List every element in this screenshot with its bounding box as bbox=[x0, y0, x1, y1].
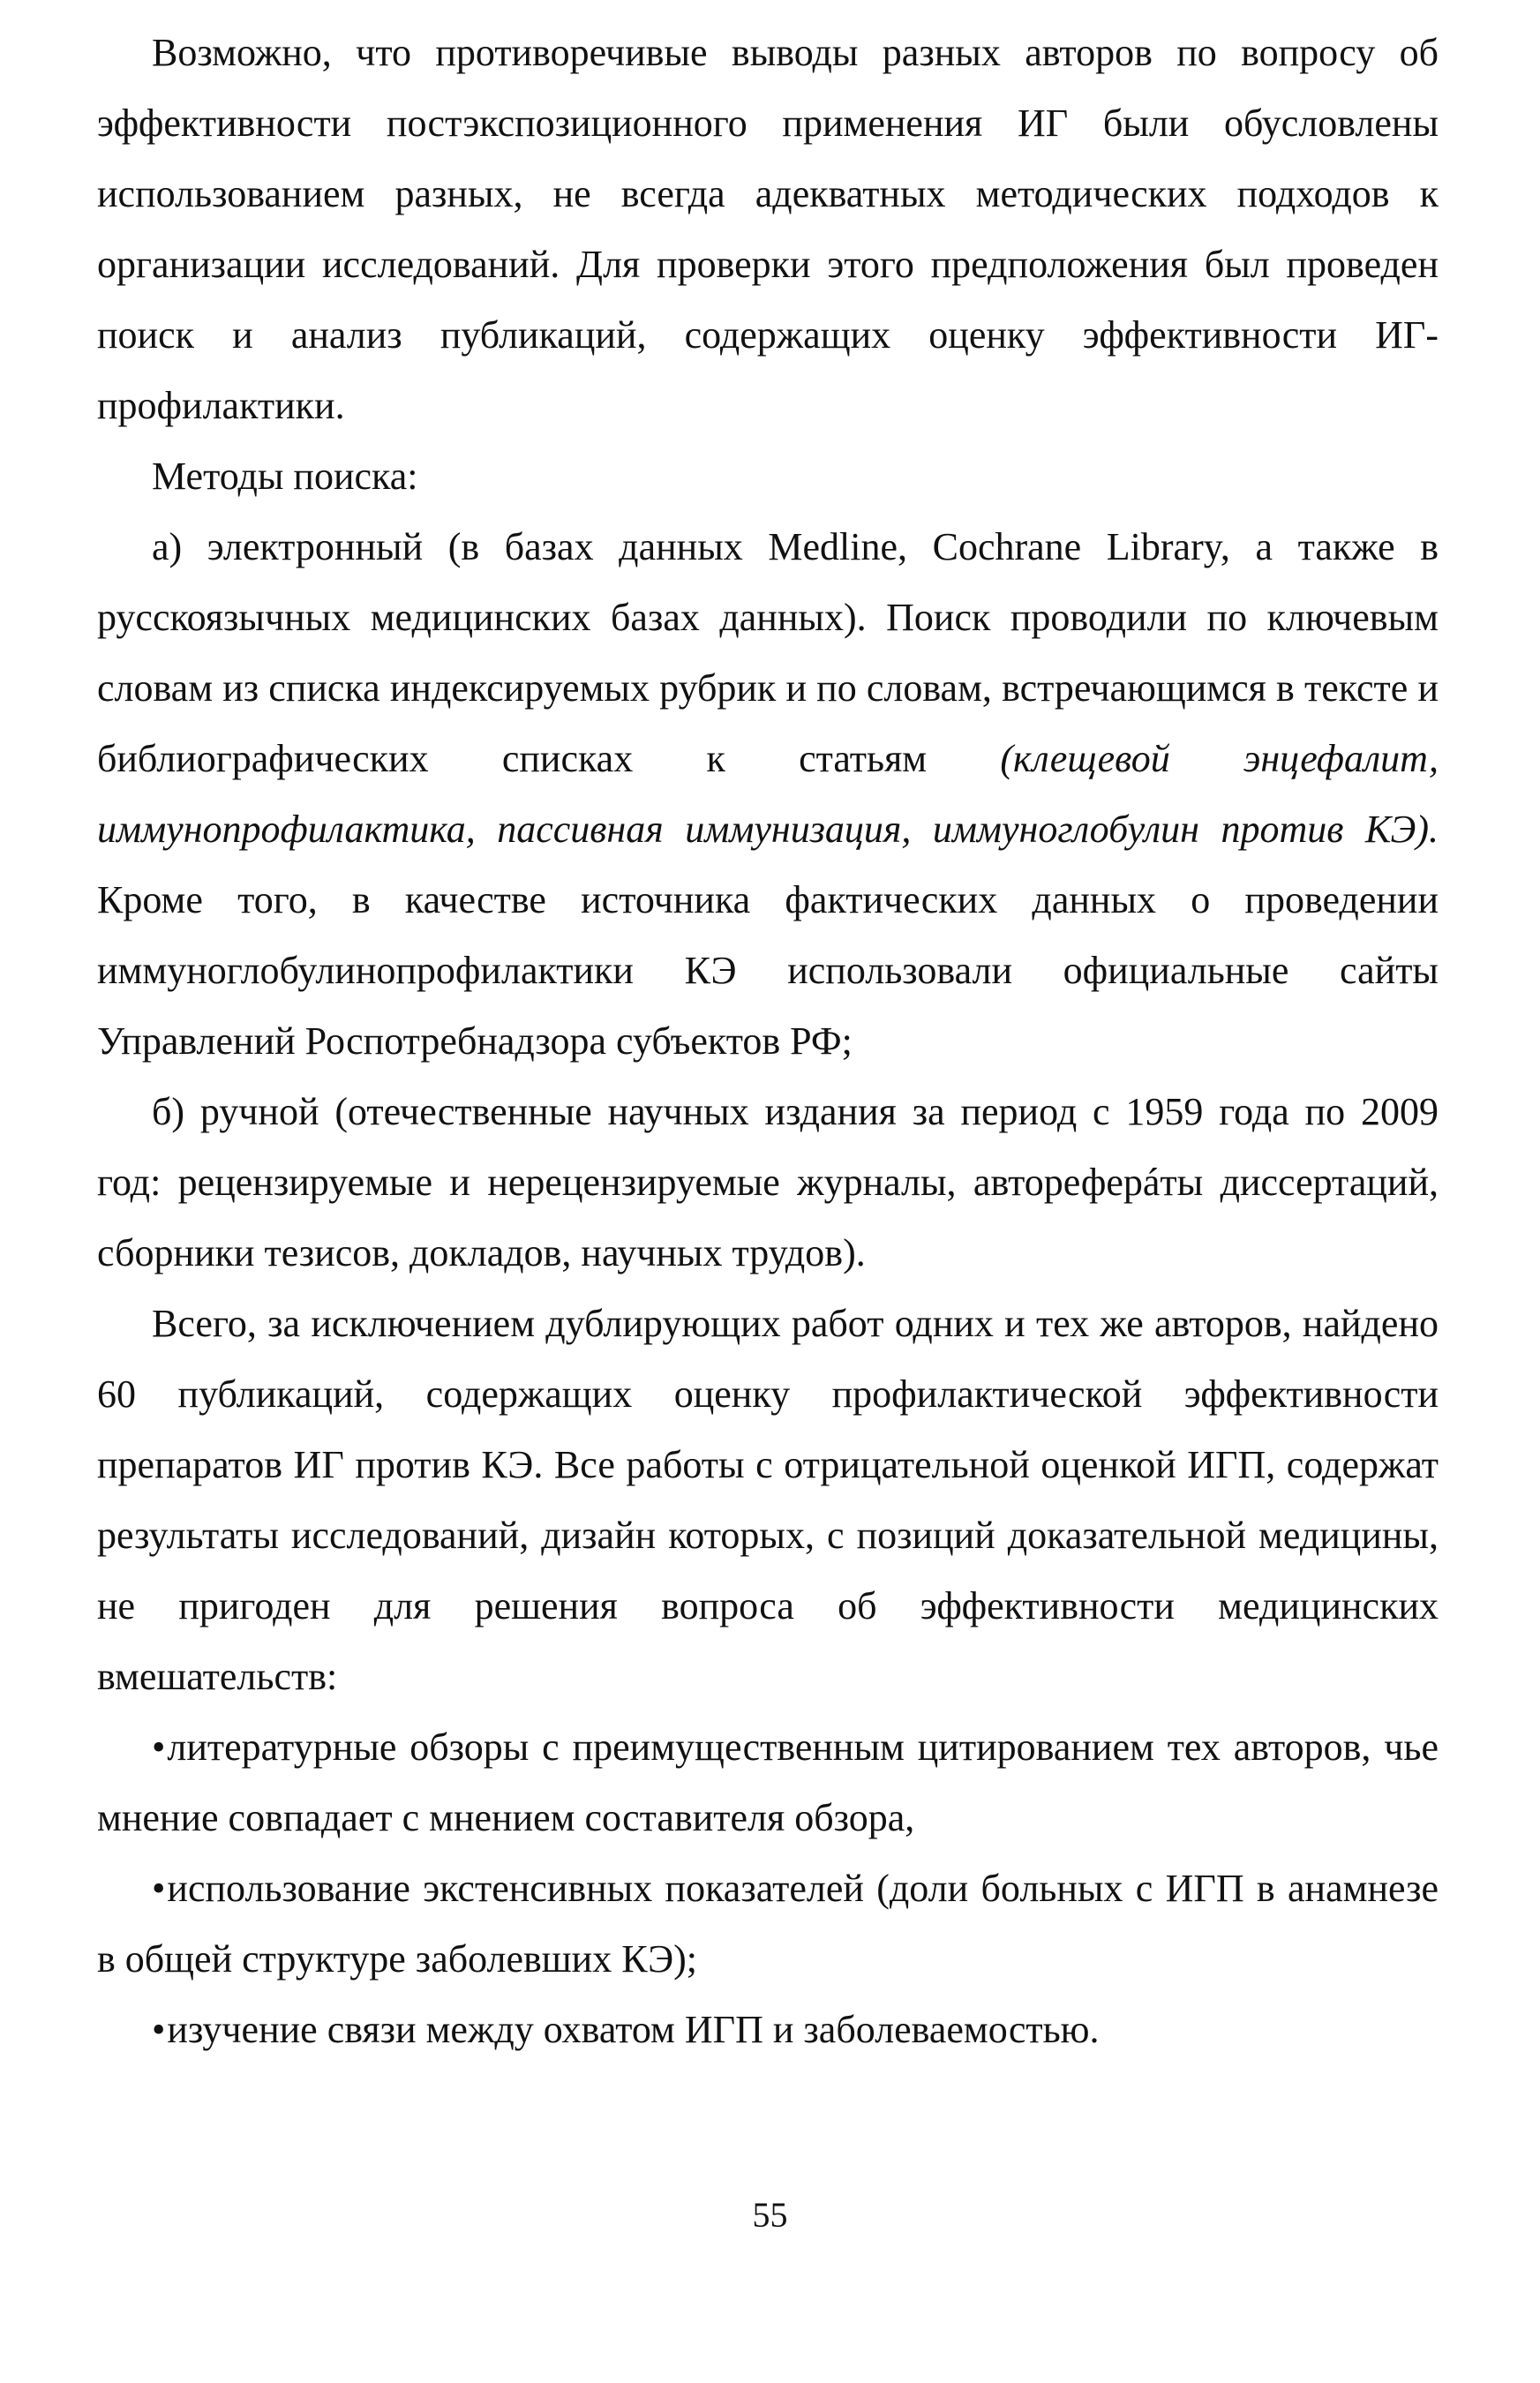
keywords-italic: (клещевой энцефалит, иммунопрофилактика, пассивная иммунизация, иммуноглобулин против КЭ). bbox=[97, 737, 1439, 851]
page-body bbox=[97, 18, 1439, 2065]
paragraph-summary: Всего, за исключением дублирующих работ одних и тех же авторов, найдено 60 публикаций, содержащих оценку профилактической эффективности препаратов ИГ против КЭ. Все работы с отрицательной оценкой ИГП, содержат результаты исследований, дизайн которых, с позиций доказательной медицины, не пригоден для решения вопроса об эффективности медицинских вмешательств: bbox=[97, 1302, 1439, 1698]
paragraph-manual-search: б) ручной (отечественные научных издания за период с 1959 года по 2009 год: рецензируемые и нерецензируемые журналы, автореферáты диссертаций, сборники тезисов, докладов, научных трудов). bbox=[97, 1090, 1439, 1274]
bullet-item-coverage-correlation bbox=[97, 1995, 1439, 2065]
paragraph-electronic-search bbox=[97, 512, 1439, 1077]
bullet-item-extensive-indicators bbox=[97, 1853, 1439, 1995]
bullet-marker: • bbox=[152, 2008, 166, 2051]
electronic-search-text-end: Кроме того, в качестве источника фактических данных о проведении иммуноглобулинопрофилактики КЭ использовали официальные сайты Управлений Роспотребнадзора субъектов РФ; bbox=[97, 878, 1439, 1063]
bullet-marker: • bbox=[152, 1725, 166, 1769]
bullet-text: изучение связи между охватом ИГП и заболеваемостью. bbox=[167, 2008, 1100, 2051]
electronic-search-text-start: а) электронный (в базах данных Medline, Cochrane Library, а также в русскоязычных медицинских базах данных). Поиск проводили по ключевым словам из списка индексируемых рубрик и по словам, встречающимся в тексте и библиографических списках к статьям bbox=[97, 525, 1439, 780]
paragraph-intro: Возможно, что противоречивые выводы разных авторов по вопросу об эффективности постэкспозиционного применения ИГ были обусловлены использованием разных, не всегда адекватных методических подходов к организации исследований. Для проверки этого предположения был проведен поиск и анализ публикаций, содержащих оценку эффективности ИГ-профилактики. bbox=[97, 31, 1439, 427]
bullet-marker: • bbox=[152, 1867, 166, 1910]
bullet-text: литературные обзоры с преимущественным цитированием тех авторов, чье мнение совпадает с мнением составителя обзора, bbox=[97, 1725, 1439, 1839]
bullet-item-literature-reviews bbox=[97, 1712, 1439, 1853]
page-number: 55 bbox=[752, 2195, 788, 2235]
paragraph-search-methods-heading: Методы поиска: bbox=[152, 455, 418, 498]
bullet-text: использование экстенсивных показателей (доли больных с ИГП в анамнезе в общей структуре заболевших КЭ); bbox=[97, 1867, 1439, 1981]
